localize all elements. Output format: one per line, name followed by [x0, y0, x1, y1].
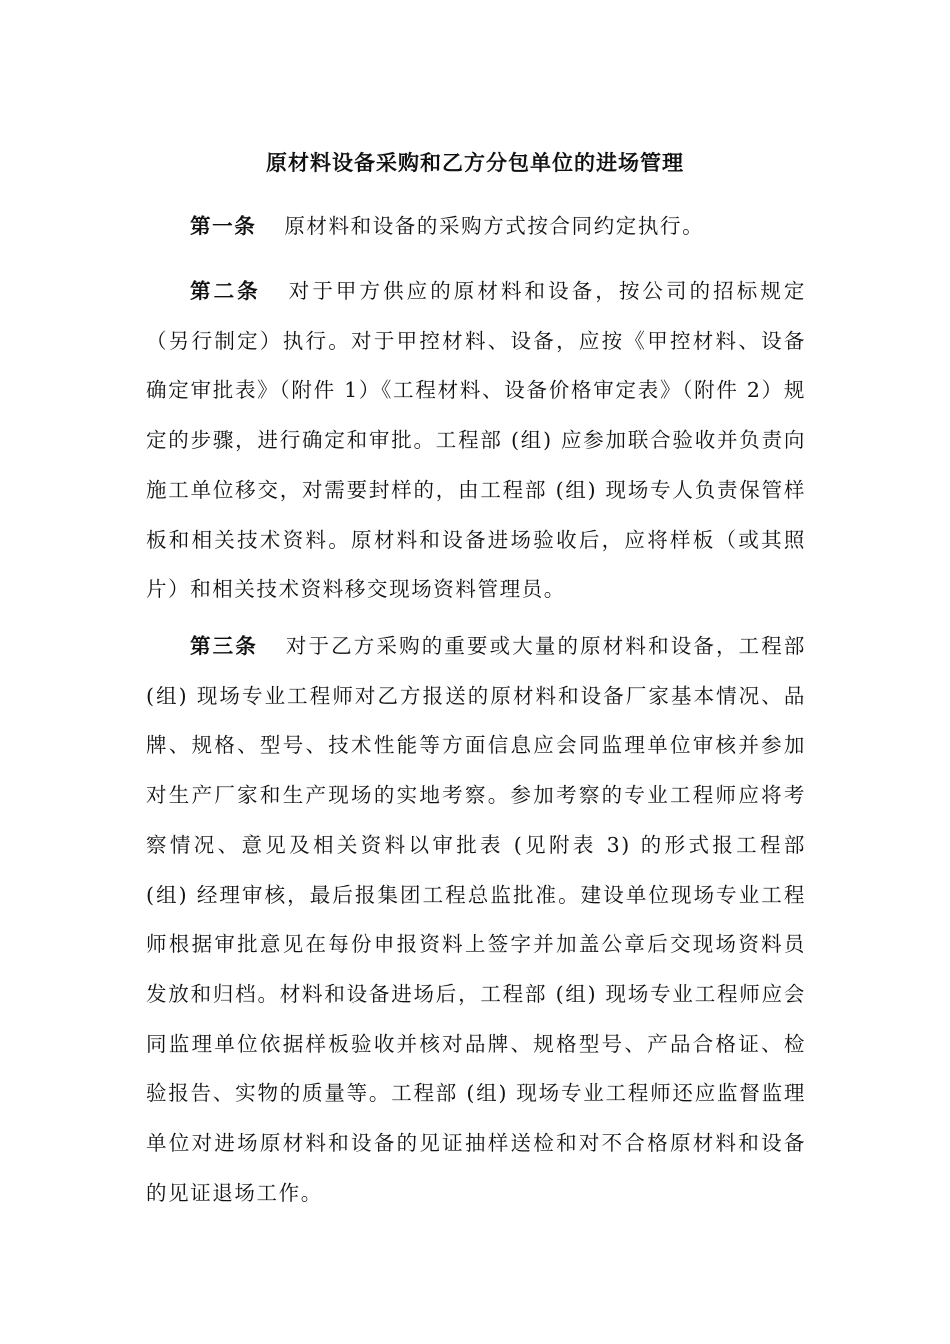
article-2	[146, 267, 806, 615]
article-2-label: 第二条	[190, 279, 261, 303]
article-2-text: 对于甲方供应的原材料和设备，按公司的招标规定（另行制定）执行。对于甲控材料、设备，应按《甲控材料、设备确定审批表》（附件 1）《工程材料、设备价格审定表》（附件 2）规定的步骤，进行确定和审批。工程部 (组) 应参加联合验收并负责向施工单位移交，对需要封样的，由工程部 (组) 现场专人负责保管样板和相关技术资料。原材料和设备进场验收后，应将样板（或其照片）和相关技术资料移交现场资料管理员。	[146, 279, 806, 602]
article-1	[146, 202, 806, 252]
document-title: 原材料设备采购和乙方分包单位的进场管理	[266, 150, 684, 175]
article-3-label: 第三条	[190, 634, 258, 658]
article-1-label: 第一条	[190, 214, 257, 238]
article-3-text: 对于乙方采购的重要或大量的原材料和设备，工程部 (组) 现场专业工程师对乙方报送的原材料和设备厂家基本情况、品牌、规格、型号、技术性能等方面信息应会同监理单位审核并参加对生产厂家和生产现场的实地考察。参加考察的专业工程师应将考察情况、意见及相关资料以审批表 (见附表 3) 的形式报工程部 (组) 经理审核，最后报集团工程总监批准。建设单位现场专业工程师根据审批意见在每份申报资料上签字并加盖公章后交现场资料员发放和归档。材料和设备进场后，工程部 (组) 现场专业工程师应会同监理单位依据样板验收并核对品牌、规格型号、产品合格证、检验报告、实物的质量等。工程部 (组) 现场专业工程师还应监督监理单位对进场原材料和设备的见证抽样送检和对不合格原材料和设备的见证退场工作。	[146, 634, 806, 1205]
article-1-text: 原材料和设备的采购方式按合同约定执行。	[284, 214, 705, 238]
article-3	[146, 622, 806, 1218]
